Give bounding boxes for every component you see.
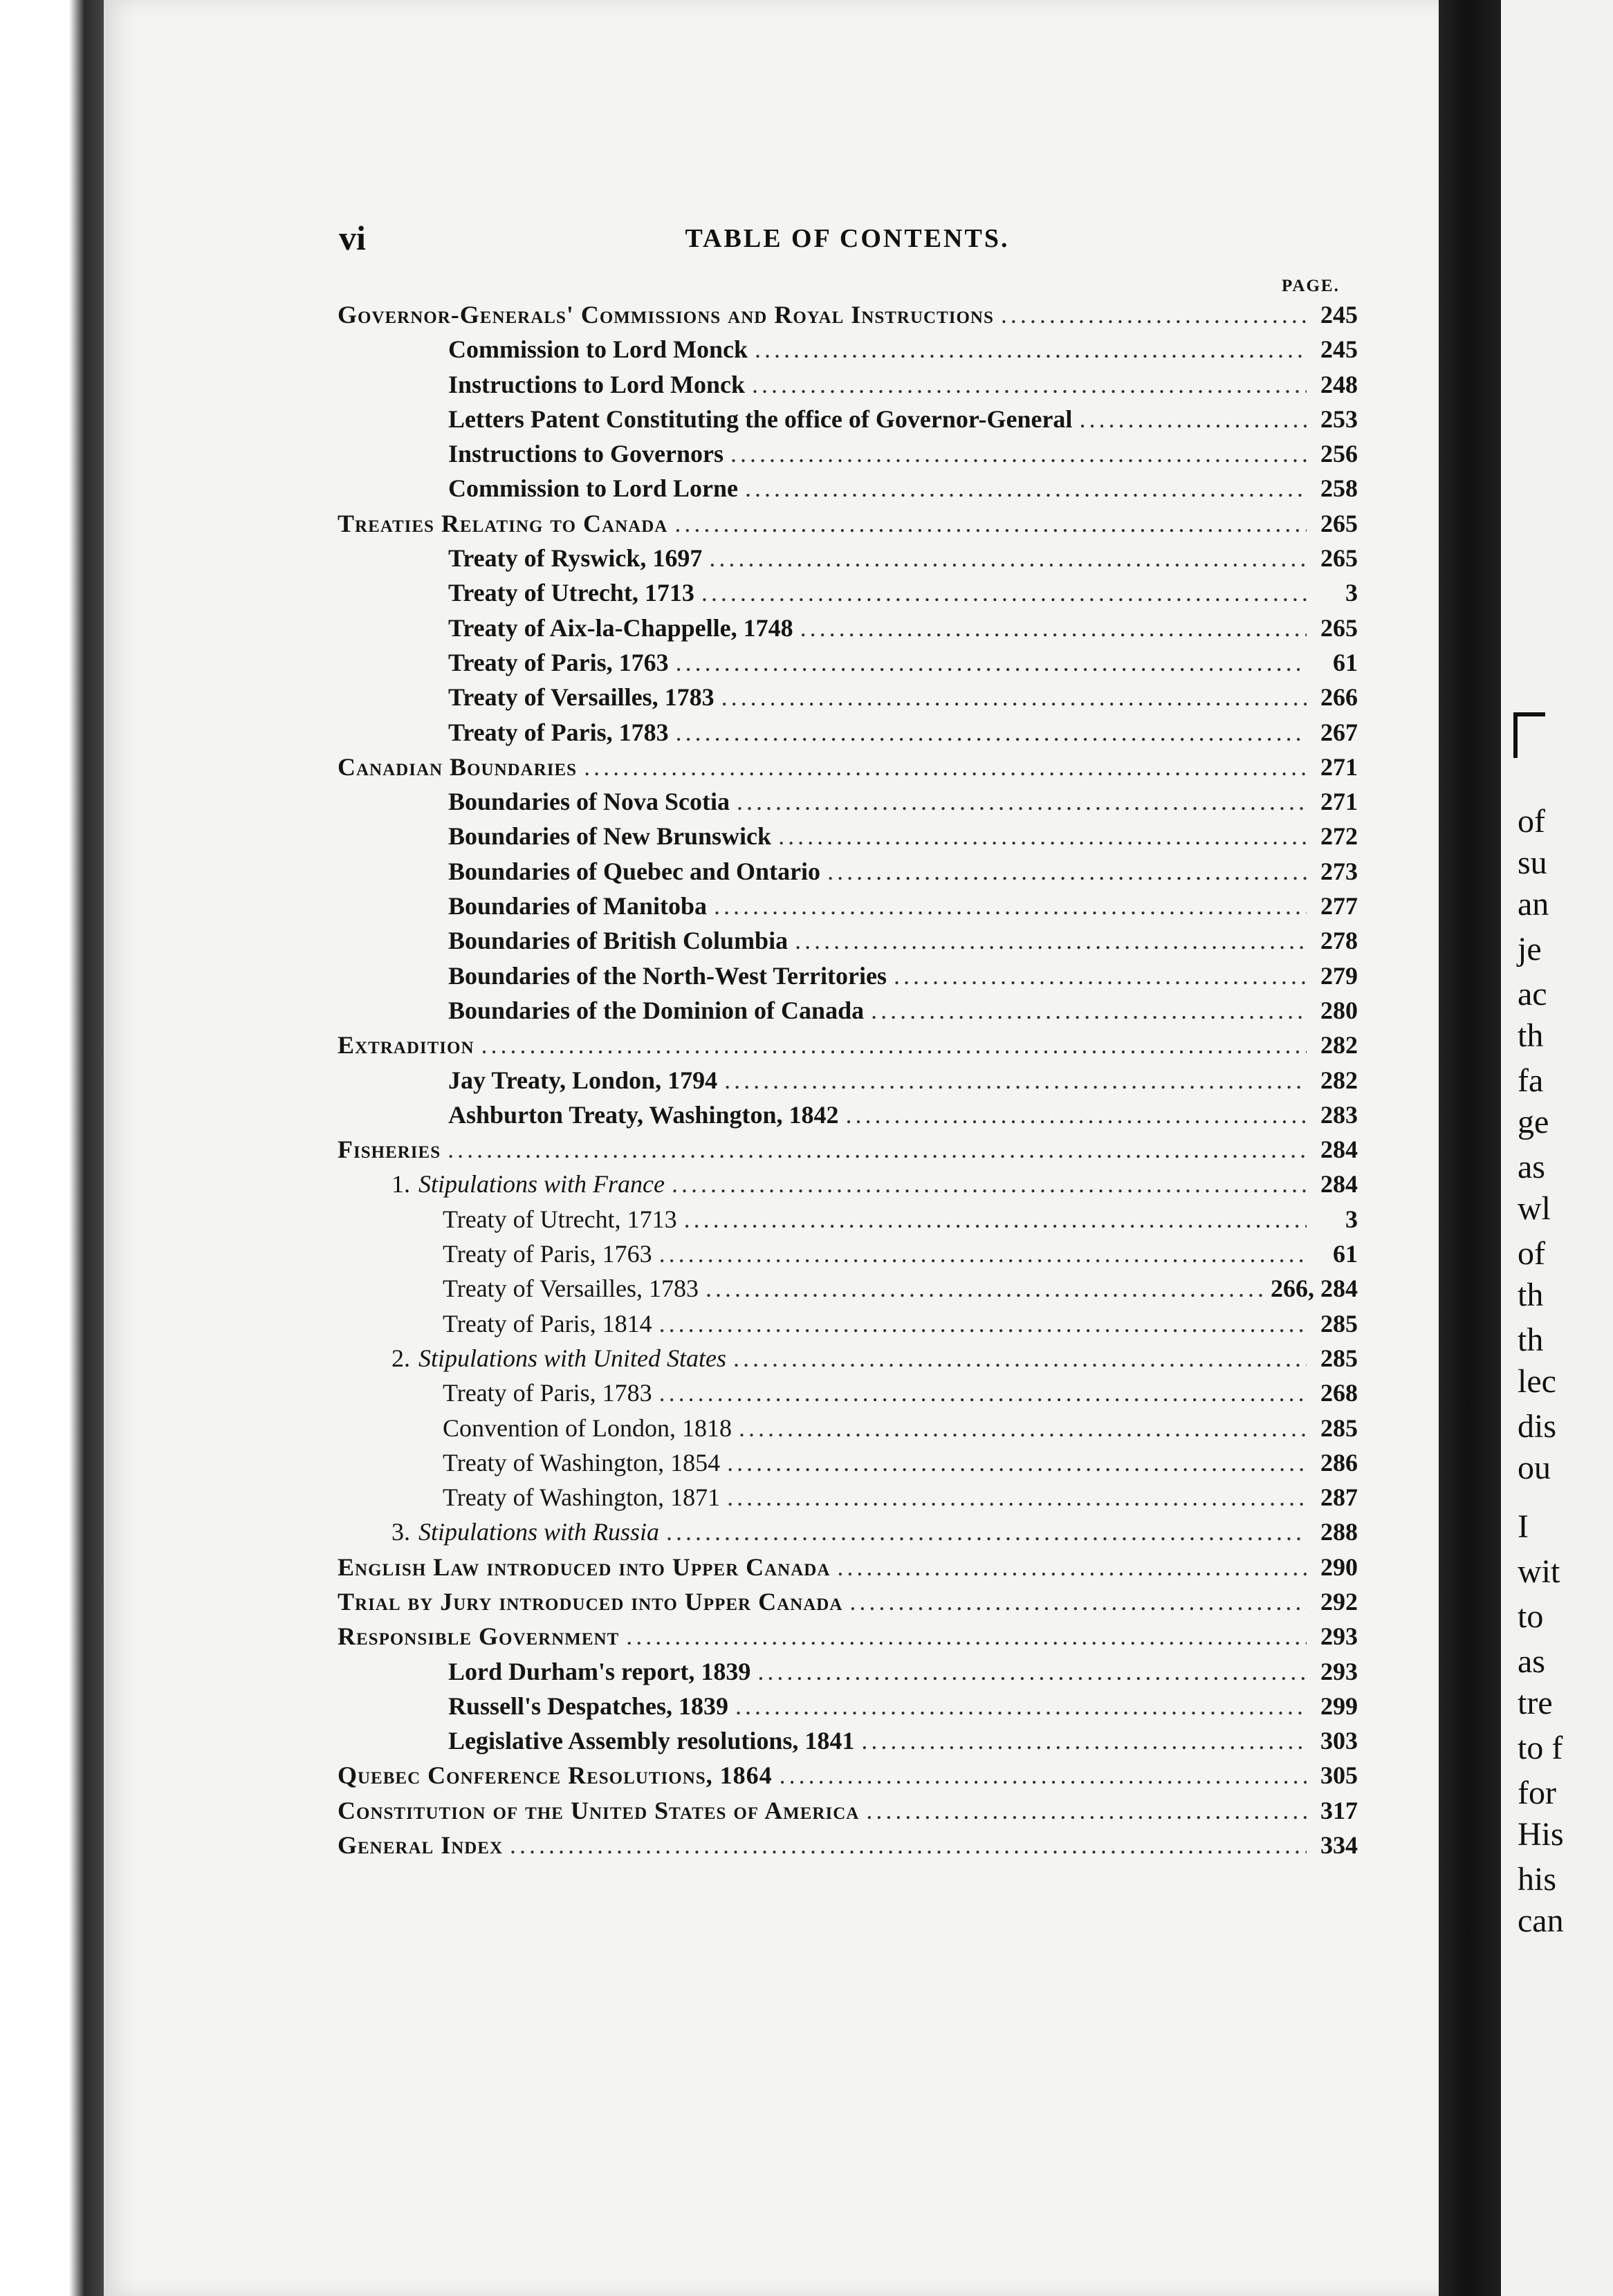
dot-leader [721, 683, 1307, 712]
facing-page-text: su [1518, 844, 1547, 881]
dot-leader [676, 648, 1307, 677]
dot-leader [706, 1274, 1264, 1303]
toc-entry [338, 1796, 1358, 1831]
toc-entry-title: Responsible Government [338, 1622, 620, 1651]
toc-entry-page: 272 [1320, 822, 1358, 851]
toc-entry-page: 285 [1320, 1309, 1358, 1337]
toc-entry-title: Boundaries of Quebec and Ontario [448, 857, 821, 885]
toc-entry-title: Stipulations with United States [418, 1344, 727, 1372]
toc-entry [338, 1761, 1358, 1795]
toc-entry-title: Treaty of Paris, 1783 [448, 718, 669, 746]
dot-leader [827, 857, 1307, 886]
dot-leader [510, 1831, 1307, 1860]
toc-entry [338, 718, 1358, 752]
dot-leader [1001, 300, 1307, 329]
facing-page [1501, 0, 1613, 2296]
dot-leader [659, 1378, 1307, 1407]
dot-leader [684, 1205, 1307, 1234]
toc-entry-title: Treaty of Washington, 1854 [443, 1448, 721, 1476]
toc-entry-page: 61 [1333, 1240, 1358, 1268]
toc-entry-page: 265 [1320, 544, 1358, 573]
toc-entry-title: Extradition [338, 1031, 474, 1059]
toc-entry-page: 293 [1320, 1622, 1358, 1651]
dot-leader [672, 1169, 1307, 1198]
toc-entry [338, 370, 1358, 405]
toc-entry-title: English Law introduced into Upper Canada [338, 1553, 831, 1581]
toc-entry-page: 245 [1320, 301, 1358, 328]
toc-entry [338, 405, 1358, 439]
toc-entry-page: 277 [1320, 892, 1358, 920]
toc-entry-title: Treaty of Versailles, 1783 [448, 683, 715, 712]
toc-entry [338, 1553, 1358, 1587]
facing-page-text: of [1518, 803, 1545, 840]
toc-entry-title: General Index [338, 1831, 504, 1860]
toc-entry-title: Treaty of Paris, 1783 [443, 1379, 652, 1407]
toc-entry [338, 335, 1358, 369]
book-page [104, 0, 1439, 2296]
toc-entry-page: 258 [1320, 474, 1358, 503]
toc-entry-title: Treaties Relating to Canada [338, 509, 668, 537]
page-column-label: PAGE. [1282, 277, 1340, 295]
toc-entry-page: 290 [1320, 1553, 1358, 1581]
toc-entry-page: 271 [1320, 752, 1358, 781]
facing-page-text: ac [1518, 976, 1547, 1012]
toc-entry-title: Fisheries [338, 1136, 441, 1164]
facing-page-text: can [1518, 1902, 1564, 1939]
toc-entry [338, 961, 1358, 996]
toc-entry-title: Letters Patent Constituting the office of Governor-General [448, 405, 1073, 433]
dot-leader [481, 1030, 1307, 1059]
facing-page-text: tre [1518, 1685, 1553, 1721]
facing-page-text: I [1518, 1508, 1529, 1545]
toc-entry [338, 822, 1358, 856]
toc-entry [338, 1414, 1358, 1448]
facing-page-text: His [1518, 1816, 1564, 1853]
dot-leader [745, 474, 1307, 503]
toc-entry [338, 1587, 1358, 1622]
toc-entry-page: 283 [1320, 1100, 1358, 1129]
facing-page-text: to [1518, 1598, 1544, 1635]
toc-entry-title: Boundaries of the Dominion of Canada [448, 996, 865, 1024]
dot-leader [846, 1100, 1307, 1129]
toc-entry-page: 61 [1333, 648, 1358, 676]
toc-entry-title: Ashburton Treaty, Washington, 1842 [448, 1100, 839, 1129]
dot-leader [849, 1587, 1307, 1616]
toc-entry-page: 3 [1345, 1205, 1358, 1233]
dot-leader [733, 1344, 1307, 1373]
dot-leader [659, 1309, 1307, 1338]
toc-entry-page: 267 [1320, 718, 1358, 746]
dot-leader [674, 509, 1307, 538]
toc-entry [338, 648, 1358, 683]
facing-page-text: his [1518, 1861, 1557, 1898]
toc-entry-title: Treaty of Ryswick, 1697 [448, 544, 703, 573]
toc-entry-title: Boundaries of the North-West Territories [448, 961, 887, 990]
facing-page-text: th [1518, 1017, 1544, 1054]
dot-leader [584, 752, 1307, 781]
toc-entry [338, 1169, 1358, 1204]
book-spine [1439, 0, 1501, 2296]
page-header [339, 218, 1356, 259]
dot-leader [735, 1692, 1307, 1721]
dot-leader [730, 439, 1307, 468]
toc-entry-page: 253 [1320, 405, 1358, 433]
toc-entry [338, 1692, 1358, 1726]
facing-page-text: je [1518, 931, 1542, 968]
toc-entry [338, 1378, 1358, 1413]
page-title: TABLE OF CONTENTS. [685, 224, 1010, 253]
toc-entry-page: 279 [1320, 961, 1358, 990]
facing-page-text: wl [1518, 1190, 1551, 1227]
dot-leader [837, 1553, 1307, 1582]
toc-entry-page: 285 [1320, 1414, 1358, 1442]
dot-leader [714, 891, 1307, 920]
toc-entry [338, 1517, 1358, 1552]
toc-entry [338, 544, 1358, 578]
toc-entry-title: Trial by Jury introduced into Upper Canada [338, 1587, 843, 1615]
toc-entry [338, 752, 1358, 787]
toc-entry [338, 1309, 1358, 1344]
toc-entry-title: Boundaries of British Columbia [448, 927, 789, 955]
dot-leader [752, 370, 1307, 399]
toc-entry [338, 1030, 1358, 1065]
table-of-contents [338, 300, 1358, 1865]
toc-entry [338, 891, 1358, 926]
toc-entry [338, 300, 1358, 335]
toc-entry [338, 578, 1358, 613]
dot-leader [659, 1239, 1307, 1268]
dot-leader [861, 1726, 1307, 1755]
toc-entry-title: Canadian Boundaries [338, 752, 578, 781]
toc-entry-page: 280 [1320, 996, 1358, 1024]
toc-entry [338, 1448, 1358, 1483]
toc-entry-title: Treaty of Paris, 1763 [443, 1240, 652, 1268]
toc-entry [338, 1344, 1358, 1378]
dot-leader [739, 1414, 1307, 1443]
toc-entry-title: Treaty of Paris, 1814 [443, 1309, 652, 1337]
toc-entry [338, 1831, 1358, 1865]
facing-page-text: ge [1518, 1104, 1549, 1140]
toc-entry [338, 439, 1358, 474]
toc-entry [338, 1657, 1358, 1692]
toc-entry-title: Treaty of Aix-la-Chappelle, 1748 [448, 613, 793, 642]
dot-leader [780, 1761, 1307, 1790]
toc-entry-title: Boundaries of Nova Scotia [448, 788, 730, 816]
toc-entry-page: 268 [1320, 1379, 1358, 1407]
toc-entry-page: 285 [1320, 1344, 1358, 1372]
toc-entry-title: Boundaries of New Brunswick [448, 822, 772, 851]
facing-page-text: of [1518, 1235, 1545, 1272]
toc-entry [338, 683, 1358, 717]
toc-entry-page: 256 [1320, 440, 1358, 468]
toc-entry-title: Boundaries of Manitoba [448, 892, 708, 920]
toc-entry-page: 271 [1320, 788, 1358, 816]
toc-entry-page: 317 [1320, 1796, 1358, 1824]
toc-entry-number: 3. [391, 1518, 410, 1546]
dot-leader [757, 1657, 1307, 1686]
toc-entry-page: 284 [1320, 1170, 1358, 1198]
dot-leader [778, 822, 1307, 851]
dot-leader [626, 1622, 1307, 1651]
toc-entry-page: 288 [1320, 1518, 1358, 1546]
toc-entry [338, 996, 1358, 1030]
dot-leader [727, 1483, 1307, 1512]
dot-leader [709, 544, 1307, 573]
toc-entry-title: Instructions to Governors [448, 440, 723, 468]
dot-leader [894, 961, 1307, 990]
dot-leader [737, 787, 1307, 816]
toc-entry-title: Governor-Generals' Commissions and Royal Instructions [338, 301, 994, 328]
toc-entry-page: 266 [1320, 683, 1358, 712]
toc-entry-page: 286 [1320, 1448, 1358, 1476]
dot-leader [755, 335, 1307, 364]
dot-leader [800, 613, 1307, 642]
toc-entry-page: 282 [1320, 1031, 1358, 1059]
toc-entry-page: 282 [1320, 1066, 1358, 1094]
toc-entry-title: Legislative Assembly resolutions, 1841 [448, 1727, 855, 1755]
facing-page-text: as [1518, 1149, 1545, 1185]
toc-entry-title: Lord Durham's report, 1839 [448, 1657, 751, 1685]
dot-leader [701, 578, 1307, 607]
dot-leader [871, 996, 1307, 1025]
toc-entry [338, 1483, 1358, 1517]
toc-entry-page: 305 [1320, 1761, 1358, 1790]
toc-entry-title: Stipulations with France [418, 1170, 665, 1198]
dot-leader [1079, 405, 1307, 434]
dot-leader [724, 1066, 1307, 1095]
toc-entry [338, 1135, 1358, 1169]
toc-entry-title: Treaty of Utrecht, 1713 [443, 1205, 677, 1233]
toc-entry-page: 265 [1320, 613, 1358, 642]
toc-entry-page: 334 [1320, 1831, 1358, 1860]
dot-leader [795, 926, 1307, 955]
toc-entry-title: Convention of London, 1818 [443, 1414, 732, 1442]
toc-entry-page: 3 [1345, 579, 1358, 607]
toc-entry-page: 278 [1320, 927, 1358, 955]
facing-page-text: dis [1518, 1408, 1557, 1445]
toc-entry-title: Stipulations with Russia [418, 1518, 660, 1546]
facing-page-text: for [1518, 1775, 1556, 1811]
dot-leader [727, 1448, 1307, 1477]
toc-entry [338, 613, 1358, 648]
toc-entry [338, 509, 1358, 544]
toc-entry [338, 1274, 1358, 1308]
facing-page-text: fa [1518, 1062, 1544, 1099]
facing-page-text: th [1518, 1277, 1544, 1313]
toc-entry-title: Russell's Despatches, 1839 [448, 1692, 729, 1720]
scan-left-margin [0, 0, 104, 2296]
facing-page-text: an [1518, 886, 1549, 923]
toc-entry-number: 1. [391, 1170, 410, 1198]
dot-leader [866, 1796, 1307, 1825]
toc-entry-page: 266, 284 [1271, 1275, 1358, 1303]
toc-entry [338, 1239, 1358, 1274]
toc-entry-number: 2. [391, 1344, 410, 1372]
facing-page-text: to f [1518, 1730, 1563, 1766]
toc-entry-page: 284 [1320, 1136, 1358, 1164]
toc-entry-title: Treaty of Versailles, 1783 [443, 1275, 699, 1303]
toc-entry-page: 273 [1320, 857, 1358, 885]
toc-entry [338, 1205, 1358, 1239]
toc-entry-title: Commission to Lord Monck [448, 335, 748, 364]
toc-entry [338, 474, 1358, 508]
page-number: vi [339, 219, 366, 257]
toc-entry-title: Jay Treaty, London, 1794 [448, 1066, 718, 1094]
toc-entry [338, 1100, 1358, 1135]
toc-entry-title: Constitution of the United States of America [338, 1796, 860, 1824]
toc-entry-title: Treaty of Paris, 1763 [448, 648, 669, 676]
facing-page-text: wit [1518, 1553, 1560, 1590]
toc-entry-title: Instructions to Lord Monck [448, 370, 746, 398]
toc-entry-title: Quebec Conference Resolutions, 1864 [338, 1761, 773, 1790]
facing-page-text: th [1518, 1322, 1544, 1358]
toc-entry-page: 287 [1320, 1483, 1358, 1512]
toc-entry-page: 299 [1320, 1692, 1358, 1720]
facing-page-text: as [1518, 1643, 1545, 1680]
toc-entry-page: 248 [1320, 370, 1358, 398]
toc-entry-title: Commission to Lord Lorne [448, 474, 739, 503]
dot-leader [448, 1135, 1307, 1164]
toc-entry-title: Treaty of Washington, 1871 [443, 1483, 721, 1512]
dot-leader [676, 718, 1307, 747]
toc-entry [338, 1622, 1358, 1656]
facing-page-text: ou [1518, 1450, 1551, 1486]
toc-entry-page: 293 [1320, 1657, 1358, 1685]
facing-page-text: lec [1518, 1363, 1556, 1400]
toc-entry-page: 292 [1320, 1587, 1358, 1615]
dot-leader [666, 1517, 1307, 1546]
facing-page-initial-mark [1513, 712, 1545, 758]
toc-entry [338, 1066, 1358, 1100]
toc-entry-title: Treaty of Utrecht, 1713 [448, 579, 694, 607]
toc-entry [338, 787, 1358, 822]
toc-entry-page: 245 [1320, 335, 1358, 364]
toc-entry-page: 265 [1320, 509, 1358, 537]
toc-entry [338, 1726, 1358, 1761]
toc-entry [338, 926, 1358, 961]
toc-entry [338, 857, 1358, 891]
toc-entry-page: 303 [1320, 1727, 1358, 1755]
